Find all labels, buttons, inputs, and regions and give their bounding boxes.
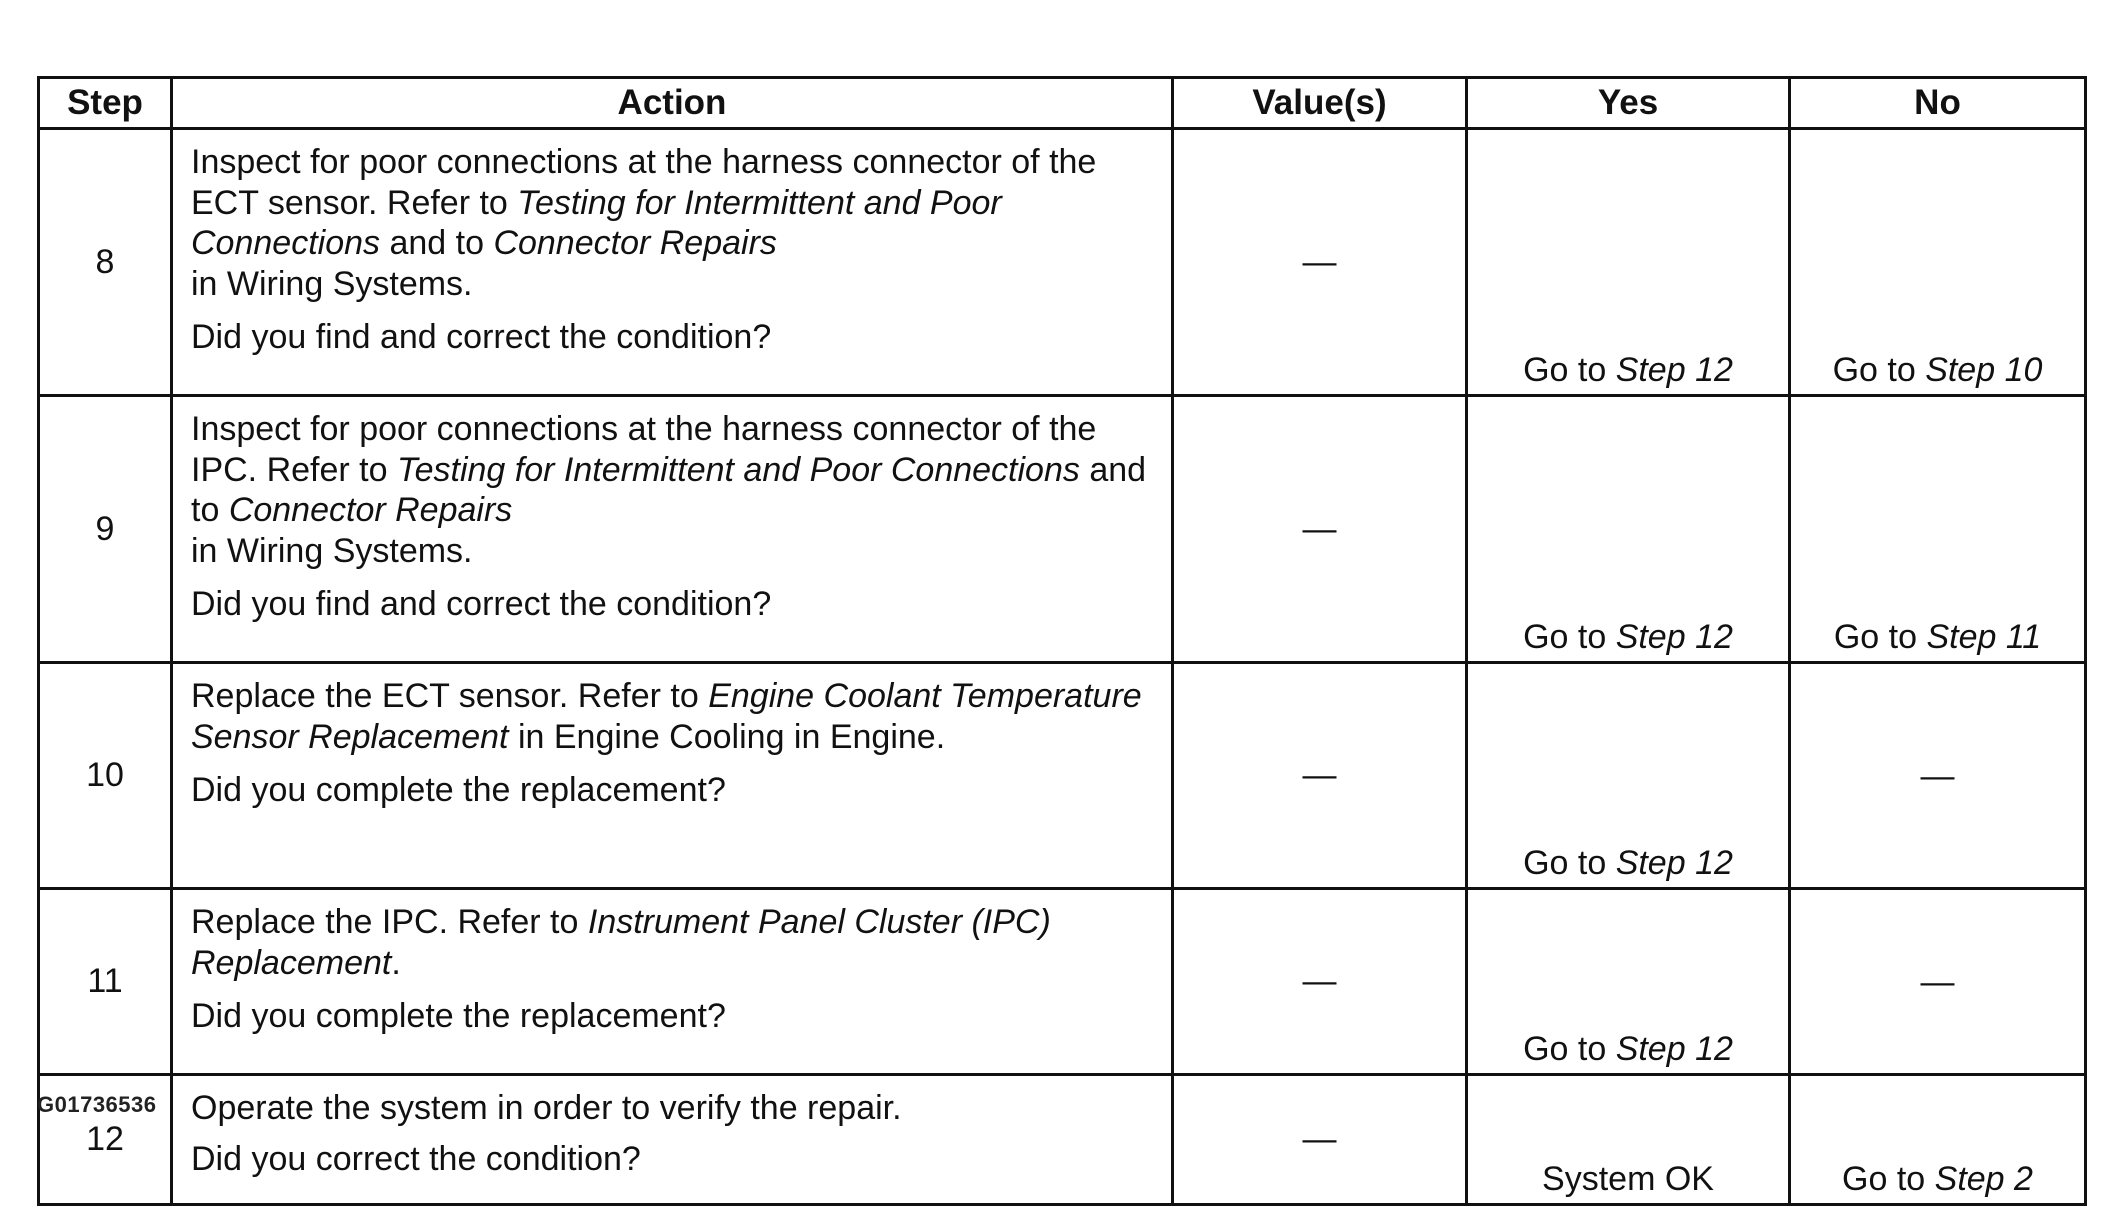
value-cell: —: [1173, 1075, 1467, 1205]
yes-step-link: Step 12: [1615, 844, 1733, 882]
doc-reference: Connector Repairs: [493, 224, 777, 262]
step-number: 12: [39, 1075, 172, 1205]
no-cell: [1790, 1075, 2086, 1205]
yes-cell: System OK: [1467, 1075, 1790, 1205]
yes-step-link: Step 12: [1615, 618, 1733, 656]
table-row: [39, 129, 2086, 396]
no-cell: —: [1790, 663, 2086, 889]
header-no: No: [1790, 78, 2086, 129]
table-row: [39, 1075, 2086, 1205]
action-cell: [172, 129, 1173, 396]
value-cell: —: [1173, 663, 1467, 889]
no-prefix: Go to: [1842, 1160, 1935, 1198]
step-number: 9: [39, 396, 172, 663]
action-text: .: [391, 943, 401, 982]
action-instruction: [191, 902, 1155, 983]
action-instruction: [191, 142, 1155, 304]
action-text: Inspect for poor connections at the harness connector of the IPC. Refer to: [191, 410, 1097, 489]
no-cell: —: [1790, 889, 2086, 1075]
no-cell: [1790, 129, 2086, 396]
action-question: Did you find and correct the condition?: [191, 585, 772, 623]
header-row: [39, 78, 2086, 129]
action-question: Did you complete the replacement?: [191, 997, 726, 1035]
value-cell: —: [1173, 889, 1467, 1075]
no-step-link: Step 11: [1926, 618, 2042, 656]
table-row: [39, 889, 2086, 1075]
yes-cell: [1467, 129, 1790, 396]
step-number: 8: [39, 129, 172, 396]
table-row: [39, 396, 2086, 663]
table-row: [39, 663, 2086, 889]
no-prefix: Go to: [1832, 351, 1926, 389]
doc-reference: Testing for Intermittent and Poor Connections: [396, 450, 1080, 489]
action-instruction: [191, 676, 1155, 757]
yes-step-link: Step 12: [1615, 351, 1733, 389]
diagnostic-table: [37, 76, 2087, 1206]
action-instruction: [191, 1088, 1155, 1129]
no-prefix: Go to: [1833, 618, 1927, 656]
no-cell: [1790, 396, 2086, 663]
action-text: in Engine Cooling in Engine.: [508, 717, 946, 756]
doc-reference: Engine Coolant Temperature Sensor Replacement: [191, 677, 1142, 756]
doc-reference: Connector Repairs: [228, 491, 513, 529]
doc-reference: Instrument Panel Cluster (IPC) Replacement: [191, 903, 1051, 982]
yes-prefix: Go to: [1523, 1030, 1616, 1068]
action-text: Replace the IPC. Refer to: [191, 903, 588, 941]
value-cell: —: [1173, 396, 1467, 663]
action-question: Did you correct the condition?: [191, 1139, 641, 1178]
yes-cell: [1467, 889, 1790, 1075]
action-question: Did you find and correct the condition?: [191, 318, 772, 356]
step-number: 11: [39, 889, 172, 1075]
value-cell: —: [1173, 129, 1467, 396]
action-cell: [172, 1075, 1173, 1205]
yes-prefix: Go to: [1523, 844, 1616, 882]
no-step-link: Step 2: [1934, 1160, 2033, 1198]
header-step: Step: [39, 78, 172, 129]
yes-prefix: Go to: [1523, 618, 1616, 656]
no-step-link: Step 10: [1925, 351, 2043, 389]
action-text: and to: [191, 450, 1147, 529]
yes-step-link: Step 12: [1615, 1030, 1733, 1068]
step-number: 10: [39, 663, 172, 889]
action-text: in Wiring Systems.: [191, 264, 473, 303]
action-cell: [172, 396, 1173, 663]
yes-cell: [1467, 663, 1790, 889]
header-action: Action: [172, 78, 1173, 129]
action-text: Operate the system in order to verify the repair.: [191, 1089, 902, 1127]
action-cell: [172, 889, 1173, 1075]
yes-cell: [1467, 396, 1790, 663]
action-text: and to: [380, 224, 494, 262]
doc-reference: Testing for Intermittent and Poor Connections: [191, 183, 1002, 262]
yes-prefix: Go to: [1523, 351, 1616, 389]
header-values: Value(s): [1173, 78, 1467, 129]
action-instruction: [191, 409, 1155, 571]
header-yes: Yes: [1467, 78, 1790, 129]
action-text: in Wiring Systems.: [191, 531, 473, 570]
action-text: Inspect for poor connections at the harness connector of the ECT sensor. Refer to: [191, 143, 1097, 222]
figure-id: G01736536: [37, 1092, 157, 1117]
action-text: Replace the ECT sensor. Refer to: [191, 677, 709, 715]
action-cell: [172, 663, 1173, 889]
action-question: Did you complete the replacement?: [191, 771, 726, 809]
